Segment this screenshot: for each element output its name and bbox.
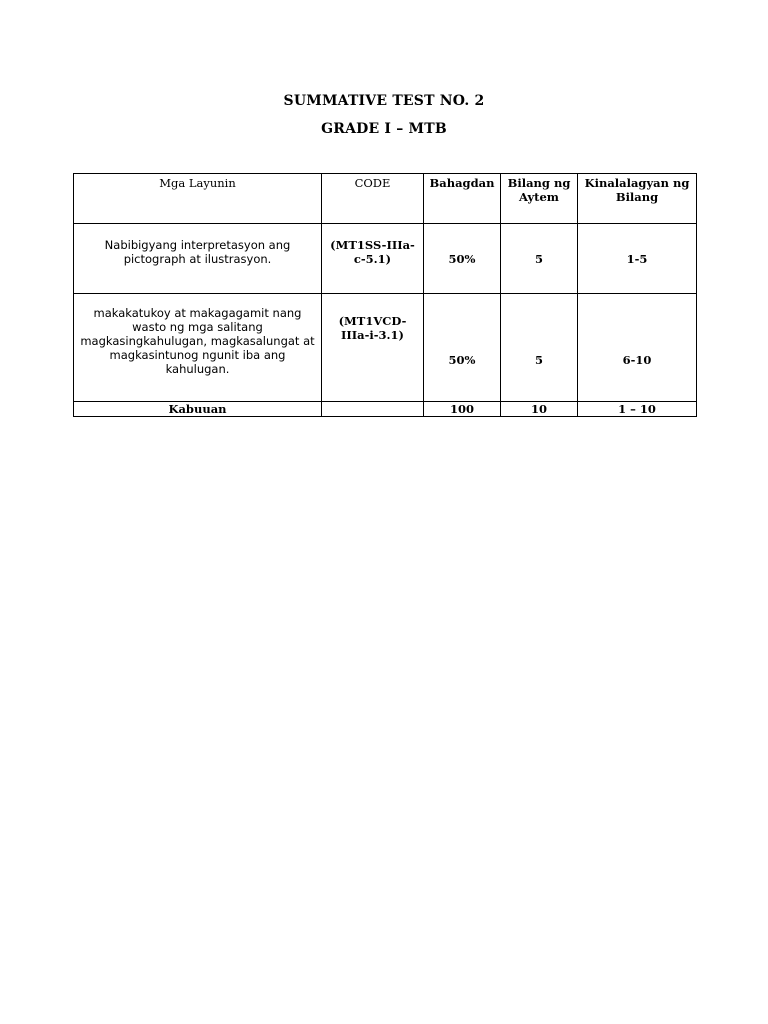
table-row bbox=[74, 224, 697, 294]
cell-total-code bbox=[322, 402, 424, 417]
document-subtitle: GRADE I – MTB bbox=[321, 121, 447, 137]
cell-item-count: 5 bbox=[501, 294, 578, 402]
cell-objective: makakatukoy at makagagamit nang wasto ng mga salitang magkasingkahulugan, magkasalungat at magkasintunog ngunit iba ang kahulugan. bbox=[74, 294, 322, 402]
cell-total-percent: 100 bbox=[424, 402, 501, 417]
column-header-item-count: Bilang ng Aytem bbox=[501, 174, 578, 224]
table-row bbox=[74, 294, 697, 402]
document-title: SUMMATIVE TEST NO. 2 bbox=[283, 93, 485, 109]
cell-item-placement: 1-5 bbox=[578, 224, 697, 294]
cell-percent: 50% bbox=[424, 294, 501, 402]
specification-table bbox=[73, 173, 697, 417]
cell-item-count: 5 bbox=[501, 224, 578, 294]
column-header-code: CODE bbox=[322, 174, 424, 224]
column-header-percent: Bahagdan bbox=[424, 174, 501, 224]
column-header-item-placement: Kinalalagyan ng Bilang bbox=[578, 174, 697, 224]
cell-total-label: Kabuuan bbox=[74, 402, 322, 417]
cell-objective: Nabibigyang interpretasyon ang pictograph at ilustrasyon. bbox=[74, 224, 322, 294]
cell-total-item-placement: 1 – 10 bbox=[578, 402, 697, 417]
cell-code: (MT1VCD-IIIa-i-3.1) bbox=[322, 294, 424, 402]
cell-code: (MT1SS-IIIa-c-5.1) bbox=[322, 224, 424, 294]
cell-total-item-count: 10 bbox=[501, 402, 578, 417]
column-header-objective: Mga Layunin bbox=[74, 174, 322, 224]
cell-percent: 50% bbox=[424, 224, 501, 294]
table-header-row bbox=[74, 174, 697, 224]
cell-item-placement: 6-10 bbox=[578, 294, 697, 402]
table-total-row bbox=[74, 402, 697, 417]
